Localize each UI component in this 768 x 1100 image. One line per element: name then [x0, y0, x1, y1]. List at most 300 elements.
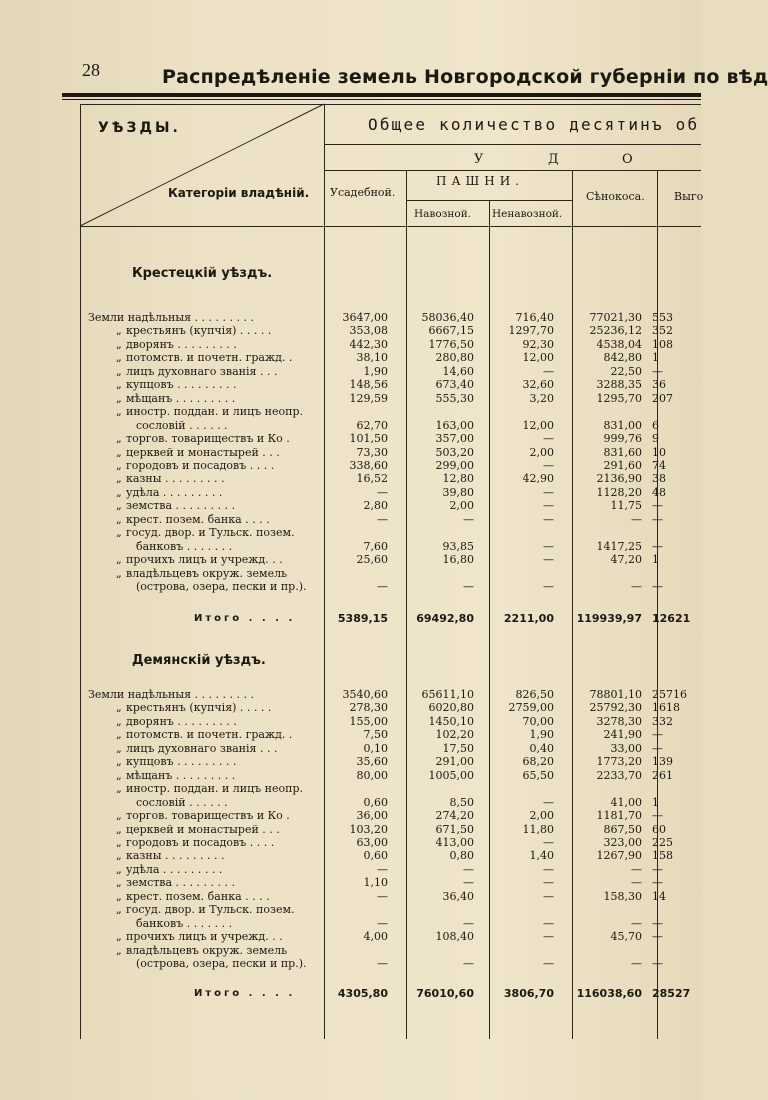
cell-value: — [631, 512, 642, 526]
table-row [0, 715, 701, 729]
cell-value: 1,90 [529, 728, 554, 742]
cell-value: — [652, 862, 663, 876]
cell-value: 278,30 [349, 701, 388, 715]
cell-value: 1,90 [363, 364, 388, 378]
cell-value: — [543, 432, 554, 446]
ditto-mark: „ [116, 876, 122, 890]
cell-value: — [463, 512, 474, 526]
row-label: иностр. поддан. и лицъ неопр. [126, 405, 303, 419]
row-label: крестьянъ (купчія) . . . . . [126, 701, 272, 715]
cell-value: 0,60 [363, 849, 388, 863]
header-nenavoznoi: Ненавозной. [492, 208, 563, 220]
cell-value: — [377, 957, 388, 970]
table-row [0, 755, 701, 769]
cell-value: 4538,04 [596, 337, 642, 351]
total-value: 69492,80 [416, 612, 474, 625]
row-label: купцовъ . . . . . . . . . [126, 378, 237, 392]
row-label: казны . . . . . . . . . [126, 472, 225, 486]
cell-value: 47,20 [610, 553, 642, 567]
cell-value: 291,00 [435, 755, 474, 769]
cell-value: — [463, 580, 474, 593]
cell-value: — [377, 580, 388, 593]
table-row [0, 446, 701, 460]
cell-value: 102,20 [435, 728, 474, 742]
table-row [0, 392, 701, 406]
cell-value: 1773,20 [596, 755, 642, 769]
cell-value: 65611,10 [421, 688, 474, 701]
cell-value: — [543, 835, 554, 849]
table-row [0, 903, 701, 917]
cell-value: 129,59 [349, 391, 388, 405]
table-row [0, 526, 701, 540]
cell-value: 1776,50 [428, 337, 474, 351]
row-label: городовъ и посадовъ . . . . [126, 835, 275, 849]
cell-value: 25792,30 [589, 701, 642, 715]
row-label: мѣщанъ . . . . . . . . . [126, 391, 236, 405]
cell-value: — [631, 876, 642, 890]
table-row [0, 688, 701, 702]
cell-value: — [652, 539, 663, 553]
header-usadebnoi: Усадебной. [330, 186, 396, 199]
ditto-mark: „ [116, 755, 122, 769]
row-label: городовъ и посадовъ . . . . [126, 458, 275, 472]
cell-value: — [543, 458, 554, 472]
table-row [0, 405, 701, 419]
ditto-mark: „ [116, 512, 122, 526]
row-label: сословій . . . . . . [136, 418, 228, 432]
table-row [0, 365, 701, 379]
cell-value: 101,50 [349, 432, 388, 446]
cell-value: 58036,40 [421, 311, 474, 324]
cell-value: 39,80 [442, 485, 474, 499]
cell-value: — [543, 795, 554, 809]
total-label: Итого . . . . [194, 988, 296, 999]
cell-value: — [652, 876, 663, 890]
ditto-mark: „ [116, 324, 122, 338]
cell-value: — [377, 512, 388, 526]
cell-value: 14 [652, 889, 666, 903]
header-total-desyatin: Общее количество десятинъ об [368, 115, 700, 134]
cell-value: 6 [652, 418, 659, 432]
cell-value: 65,50 [522, 768, 554, 782]
table-row [0, 580, 701, 594]
cell-value: 3278,30 [596, 714, 642, 728]
row-label: церквей и монастырей . . . [126, 445, 280, 459]
cell-value: 35,60 [356, 755, 388, 769]
row-label: госуд. двор. и Тульск. позем. [126, 526, 295, 540]
cell-value: 108,40 [435, 930, 474, 944]
page-number: 28 [82, 60, 100, 80]
cell-value: 503,20 [435, 445, 474, 459]
cell-value: 352 [652, 324, 673, 338]
total-value: 12621 [652, 612, 691, 625]
ditto-mark: „ [116, 903, 122, 917]
row-label: крест. позем. банка . . . . [126, 889, 270, 903]
row-label: госуд. двор. и Тульск. позем. [126, 903, 295, 917]
table-row [0, 917, 701, 931]
cell-value: — [543, 512, 554, 526]
ditto-mark: „ [116, 714, 122, 728]
header-letter-o: О [622, 152, 633, 167]
cell-value: 73,30 [356, 445, 388, 459]
cell-value: 1128,20 [596, 485, 642, 499]
ditto-mark: „ [116, 526, 122, 540]
cell-value: — [463, 876, 474, 890]
cell-value: 7,60 [363, 539, 388, 553]
ditto-mark: „ [116, 741, 122, 755]
cell-value: 12,80 [442, 472, 474, 486]
cell-value: 103,20 [349, 822, 388, 836]
ditto-mark: „ [116, 889, 122, 903]
cell-value: — [652, 728, 663, 742]
cell-value: 673,40 [435, 378, 474, 392]
row-label: купцовъ . . . . . . . . . [126, 755, 237, 769]
cell-value: 48 [652, 485, 666, 499]
cell-value: — [631, 957, 642, 970]
cell-value: 25236,12 [589, 324, 642, 338]
row-label: прочихъ лицъ и учрежд. . . [126, 553, 283, 567]
cell-value: — [631, 580, 642, 593]
cell-value: 2233,70 [596, 768, 642, 782]
header-letter-u: У [474, 152, 484, 167]
cell-value: 6020,80 [428, 701, 474, 715]
cell-value: 158,30 [603, 889, 642, 903]
table-row [0, 782, 701, 796]
row-label: Земли надѣльныя . . . . . . . . . [88, 688, 254, 701]
table-row [0, 419, 701, 433]
total-value: 119939,97 [576, 612, 642, 625]
cell-value: 139 [652, 755, 673, 769]
table-row [0, 324, 701, 338]
cell-value: 148,56 [349, 378, 388, 392]
table-row [0, 567, 701, 581]
row-label: иностр. поддан. и лицъ неопр. [126, 782, 303, 796]
cell-value: 831,00 [603, 418, 642, 432]
ditto-mark: „ [116, 768, 122, 782]
page-title: Распредѣленіе земель Новгородской губерніи по вѣд [162, 66, 768, 88]
cell-value: — [543, 364, 554, 378]
ditto-mark: „ [116, 485, 122, 499]
cell-value: — [652, 930, 663, 944]
table-row [0, 701, 701, 715]
cell-value: — [377, 862, 388, 876]
cell-value: 867,50 [603, 822, 642, 836]
row-label: потомств. и почетн. гражд. . [126, 728, 293, 742]
total-label: Итого . . . . [194, 613, 296, 624]
row-label: крестьянъ (купчія) . . . . . [126, 324, 272, 338]
cell-value: 3288,35 [596, 378, 642, 392]
table-row [0, 809, 701, 823]
cell-value: 299,00 [435, 458, 474, 472]
cell-value: 7,50 [363, 728, 388, 742]
cell-value: 93,85 [442, 539, 474, 553]
cell-value: — [652, 741, 663, 755]
cell-value: 1295,70 [596, 391, 642, 405]
ditto-mark: „ [116, 835, 122, 849]
row-label: владѣльцевъ окруж. земель [126, 943, 288, 957]
row-label: Земли надѣльныя . . . . . . . . . [88, 311, 254, 324]
cell-value: 1417,25 [596, 539, 642, 553]
cell-value: 16,80 [442, 553, 474, 567]
cell-value: 353,08 [349, 324, 388, 338]
cell-value: 999,76 [603, 432, 642, 446]
cell-value: 716,40 [515, 311, 554, 324]
table-row [0, 742, 701, 756]
cell-value: 1181,70 [596, 809, 642, 823]
cell-value: 3647,00 [342, 311, 388, 324]
cell-value: 555,30 [435, 391, 474, 405]
cell-value: 10 [652, 445, 666, 459]
cell-value: 207 [652, 391, 673, 405]
row-label: дворянъ . . . . . . . . . [126, 714, 237, 728]
cell-value: — [652, 580, 663, 593]
table-row [0, 944, 701, 958]
row-label: торгов. товариществъ и Ко . [126, 809, 290, 823]
cell-value: 36,40 [442, 889, 474, 903]
total-value: 116038,60 [576, 987, 642, 1000]
cell-value: 6667,15 [428, 324, 474, 338]
cell-value: 63,00 [356, 835, 388, 849]
cell-value: 62,70 [356, 418, 388, 432]
cell-value: — [463, 916, 474, 930]
cell-value: 291,60 [603, 458, 642, 472]
cell-value: 2,00 [449, 499, 474, 513]
cell-value: — [543, 485, 554, 499]
cell-value: 32,60 [522, 378, 554, 392]
ditto-mark: „ [116, 499, 122, 513]
cell-value: 842,80 [603, 351, 642, 365]
cell-value: 1 [652, 553, 659, 567]
cell-value: 1 [652, 351, 659, 365]
cell-value: — [543, 499, 554, 513]
ditto-mark: „ [116, 351, 122, 365]
ditto-mark: „ [116, 701, 122, 715]
cell-value: 1297,70 [508, 324, 554, 338]
row-label: мѣщанъ . . . . . . . . . [126, 768, 236, 782]
cell-value: — [543, 889, 554, 903]
cell-value: 261 [652, 768, 673, 782]
cell-value: — [377, 485, 388, 499]
cell-value: 3,20 [529, 391, 554, 405]
cell-value: — [652, 809, 663, 823]
cell-value: 0,60 [363, 795, 388, 809]
ditto-mark: „ [116, 391, 122, 405]
table-row [0, 311, 701, 325]
cell-value: 2,80 [363, 499, 388, 513]
cell-value: 36,00 [356, 809, 388, 823]
row-label: (острова, озера, пески и пр.). [136, 957, 307, 970]
table-row [0, 849, 701, 863]
cell-value: — [543, 580, 554, 593]
cell-value: 17,50 [442, 741, 474, 755]
cell-value: 158 [652, 849, 673, 863]
header-rule-thin [62, 99, 701, 100]
ditto-mark: „ [116, 849, 122, 863]
row-label: лицъ духовнаго званія . . . [126, 364, 278, 378]
cell-value: — [652, 512, 663, 526]
ditto-mark: „ [116, 809, 122, 823]
row-label: банковъ . . . . . . . [136, 916, 233, 930]
header-senokosa: Сѣнокоса. [586, 190, 645, 203]
cell-value: — [543, 862, 554, 876]
ditto-mark: „ [116, 337, 122, 351]
cell-value: 78801,10 [589, 688, 642, 701]
cell-value: 0,80 [449, 849, 474, 863]
cell-value: 0,10 [363, 741, 388, 755]
cell-value: 323,00 [603, 835, 642, 849]
table-row [0, 432, 701, 446]
cell-value: — [652, 916, 663, 930]
row-label: торгов. товариществъ и Ко . [126, 432, 290, 446]
cell-value: 92,30 [522, 337, 554, 351]
ditto-mark: „ [116, 364, 122, 378]
header-line-1 [324, 144, 701, 145]
ditto-mark: „ [116, 566, 122, 580]
cell-value: — [377, 889, 388, 903]
cell-value: 12,00 [522, 351, 554, 365]
ditto-mark: „ [116, 458, 122, 472]
cell-value: — [463, 862, 474, 876]
cell-value: 42,90 [522, 472, 554, 486]
total-value: 4305,80 [337, 987, 388, 1000]
ditto-mark: „ [116, 432, 122, 446]
row-label: банковъ . . . . . . . [136, 539, 233, 553]
row-label: церквей и монастырей . . . [126, 822, 280, 836]
ditto-mark: „ [116, 553, 122, 567]
cell-value: 14,60 [442, 364, 474, 378]
ditto-mark: „ [116, 378, 122, 392]
ditto-mark: „ [116, 930, 122, 944]
ditto-mark: „ [116, 822, 122, 836]
cell-value: 25716 [652, 688, 687, 701]
table-row [0, 728, 701, 742]
cell-value: 74 [652, 458, 666, 472]
cell-value: — [652, 364, 663, 378]
cell-value: 1267,90 [596, 849, 642, 863]
cell-value: 68,20 [522, 755, 554, 769]
cell-value: 1005,00 [428, 768, 474, 782]
cell-value: 155,00 [349, 714, 388, 728]
cell-value: 1,40 [529, 849, 554, 863]
cell-value: 413,00 [435, 835, 474, 849]
ditto-mark: „ [116, 472, 122, 486]
cell-value: 225 [652, 835, 673, 849]
cell-value: 45,70 [610, 930, 642, 944]
cell-value: 1,10 [363, 876, 388, 890]
cell-value: — [543, 553, 554, 567]
table-row [0, 769, 701, 783]
cell-value: 38,10 [356, 351, 388, 365]
row-label: удѣла . . . . . . . . . [126, 485, 223, 499]
header-rule-thick [62, 93, 701, 97]
cell-value: — [543, 916, 554, 930]
row-label: владѣльцевъ окруж. земель [126, 566, 288, 580]
cell-value: 80,00 [356, 768, 388, 782]
row-label: земства . . . . . . . . . [126, 876, 236, 890]
ditto-mark: „ [116, 862, 122, 876]
cell-value: 36 [652, 378, 666, 392]
row-label: прочихъ лицъ и учрежд. . . [126, 930, 283, 944]
row-label: земства . . . . . . . . . [126, 499, 236, 513]
cell-value: — [543, 539, 554, 553]
cell-value: — [631, 916, 642, 930]
cell-value: — [652, 499, 663, 513]
cell-value: 442,30 [349, 337, 388, 351]
total-value: 76010,60 [416, 987, 474, 1000]
cell-value: 2,00 [529, 809, 554, 823]
row-label: удѣла . . . . . . . . . [126, 862, 223, 876]
cell-value: 163,00 [435, 418, 474, 432]
table-row [0, 930, 701, 944]
header-vygon: Выго [674, 190, 704, 203]
total-value: 28527 [652, 987, 691, 1000]
header-categories: Категоріи владѣній. [168, 186, 310, 200]
cell-value: 4,00 [363, 930, 388, 944]
cell-value: 1 [652, 795, 659, 809]
cell-value: 2759,00 [508, 701, 554, 715]
cell-value: — [652, 957, 663, 970]
row-label: сословій . . . . . . [136, 795, 228, 809]
table-row [0, 957, 701, 971]
cell-value: 332 [652, 714, 673, 728]
cell-value: — [377, 916, 388, 930]
table-row [0, 378, 701, 392]
header-uezdy: УѢЗДЫ. [98, 120, 181, 136]
table-row [0, 836, 701, 850]
cell-value: 241,90 [603, 728, 642, 742]
table-row [0, 823, 701, 837]
cell-value: 108 [652, 337, 673, 351]
table-row [0, 540, 701, 554]
cell-value: 25,60 [356, 553, 388, 567]
cell-value: 0,40 [529, 741, 554, 755]
cell-value: — [543, 930, 554, 944]
row-label: дворянъ . . . . . . . . . [126, 337, 237, 351]
cell-value: 38 [652, 472, 666, 486]
total-row [0, 987, 701, 1001]
cell-value: 33,00 [610, 741, 642, 755]
cell-value: — [631, 862, 642, 876]
cell-value: 2,00 [529, 445, 554, 459]
cell-value: 22,50 [610, 364, 642, 378]
cell-value: 274,20 [435, 809, 474, 823]
cell-value: 357,00 [435, 432, 474, 446]
table-row [0, 351, 701, 365]
table-row [0, 876, 701, 890]
header-line-2 [324, 170, 701, 171]
total-row [0, 612, 701, 626]
table-row [0, 890, 701, 904]
cell-value: 2136,90 [596, 472, 642, 486]
cell-value: — [543, 957, 554, 970]
cell-value: 1450,10 [428, 714, 474, 728]
ditto-mark: „ [116, 405, 122, 419]
table-row [0, 553, 701, 567]
ditto-mark: „ [116, 728, 122, 742]
cell-value: 826,50 [515, 688, 554, 701]
ditto-mark: „ [116, 943, 122, 957]
cell-value: 41,00 [610, 795, 642, 809]
cell-value: 671,50 [435, 822, 474, 836]
table-row [0, 459, 701, 473]
total-value: 3806,70 [503, 987, 554, 1000]
cell-value: 8,50 [449, 795, 474, 809]
table-row [0, 499, 701, 513]
table-row [0, 796, 701, 810]
ditto-mark: „ [116, 445, 122, 459]
row-label: потомств. и почетн. гражд. . [126, 351, 293, 365]
header-navoznoi: Навозной. [414, 208, 472, 220]
